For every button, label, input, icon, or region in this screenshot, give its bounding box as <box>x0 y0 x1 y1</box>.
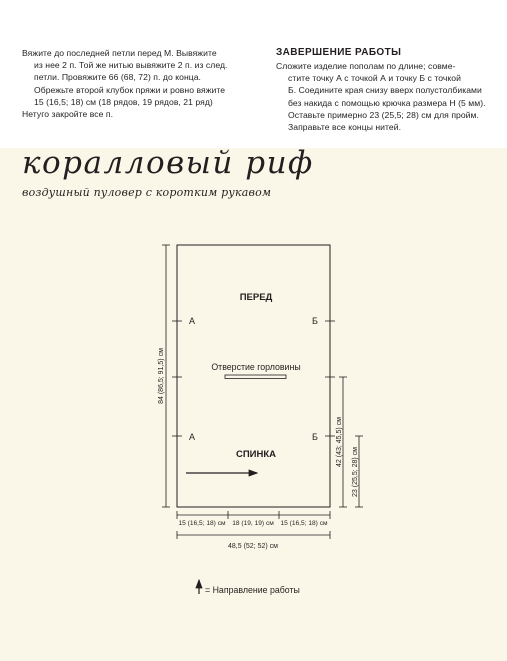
back-label: СПИНКА <box>235 449 277 460</box>
instruction-line: Нетуго закройте все п. <box>22 109 114 120</box>
instruction-line: петли. Провяжите 66 (68, 72) п. до конца. <box>34 72 201 83</box>
height-side-label: 42 (43; 45,5) см <box>336 417 343 467</box>
instruction-line: Вяжите до последней петли перед М. Вывяжите <box>22 48 217 58</box>
height-total-label: 84 (86,5; 91,5) см <box>158 348 165 404</box>
instruction-line: 15 (16,5; 18) см (18 рядов, 19 рядов, 21 ряд) <box>34 96 213 107</box>
finishing-heading: ЗАВЕРШЕНИЕ РАБОТЫ <box>276 47 402 58</box>
finishing-line: Оставьте примерно 23 (25,5; 28) см для пройм. <box>288 109 479 120</box>
finishing-line: Б. Соедините края снизу вверх полустолбиками <box>288 85 482 96</box>
direction-legend: = Направление работы <box>205 585 300 595</box>
finishing-line: стите точку А с точкой А и точку Б с точкой <box>288 73 461 84</box>
point-b-top: Б <box>312 316 318 326</box>
segment-right-label: 15 (16,5; 18) см <box>280 520 328 527</box>
segment-mid-label: 18 (19, 19) см <box>232 520 274 527</box>
point-a-top: А <box>189 316 196 326</box>
finishing-line: без накида с помощью крючка размера H (5 мм). <box>288 97 486 108</box>
width-dimension <box>177 531 330 539</box>
segment-left-label: 15 (16,5; 18) см <box>178 520 226 527</box>
instruction-line: из нее 2 п. Той же нитью вывяжите 2 п. из след. <box>34 60 228 71</box>
finishing-line: Заправьте все концы нитей. <box>288 122 402 133</box>
segment-dimension <box>177 511 330 519</box>
pattern-subtitle: воздушный пуловер с коротким рукавом <box>22 186 272 199</box>
garment-panel <box>177 245 330 507</box>
pattern-title: коралловый риф <box>22 145 314 181</box>
point-a-bottom: А <box>189 432 196 442</box>
width-total-label: 48,5 (52; 52) см <box>228 543 278 550</box>
instruction-line: Обрежьте второй клубок пряжи и ровно вяжите <box>34 84 226 95</box>
front-label: ПЕРЕД <box>239 292 273 303</box>
neck-label: Отверстие горловины <box>211 362 301 372</box>
armhole-label: 23 (25,5; 28) см <box>352 447 359 497</box>
finishing-line: Сложите изделие пополам по длине; совме- <box>276 61 456 71</box>
point-b-bottom: Б <box>312 432 318 442</box>
